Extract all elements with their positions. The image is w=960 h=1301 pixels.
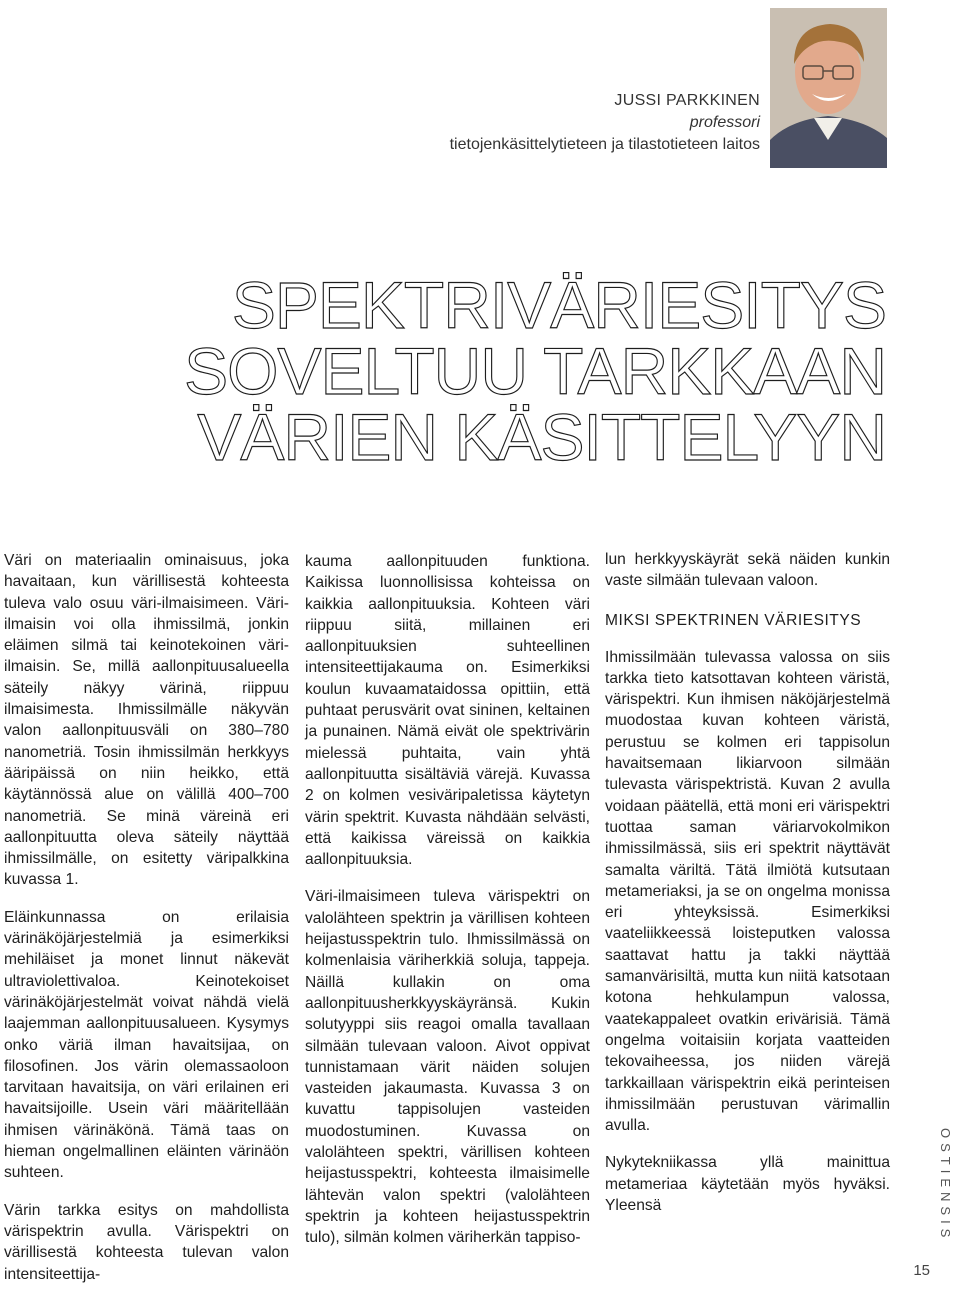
- paragraph: Ihmissilmään tulevassa valossa on siis tarkka tieto katsottavan kohteen väristä, värispektri. Kun ihmisen näköjärjestelmä muodostaa kuvan kohteen väristä, perustuu se kolmen eri tappisolun havaitsemaan likiarvoon silmään tulevasta värispektristä. Kuvan 2 avulla voidaan päätellä, että moni eri värispektri tuottaa saman väriarvokolmikon ihmissilmässä, siis eri spektrit näyttävät samalta väriltä. Tätä ilmiötä kutsutaan metameriaksi, ja se on ongelma monissa eri yhteyksissä. Esimerkiksi vaateliikkeessä loisteputken valossa saattavat hattu ja takki näyttää samanvärisiltä, mutta kun niitä katsotaan kotona hehkulampun valossa, vaatekappaleet ovatkin erivärisiä. Tämä ongelma voitaisiin korjata vaatteiden tekovaiheessa, jos niiden värejä tarkkaillaan värispektrin eikä perinteisen ihmissilmään perustuvan värimallin avulla.: [605, 648, 890, 1135]
- paragraph: Väri on materiaalin ominaisuus, joka havaitaan, kun värillisestä kohteesta tuleva valo osuu väri-ilmaisimeen. Väri-ilmaisin voi olla ihmissilmä, jonkin eläimen silmä tai keinotekoinen väri-ilmaisin. Se, millä aallonpituusalueella säteily näkyy värinä, riippuu ilmaisimesta. Ihmissilmälle näkyvän valon aallonpituusväli on 380–780 nanometriä. Tosin ihmissilmän herkkyys ääripäissä on niin heikko, että käytännössä alue on välillä 400–700 nanometriä. Se minä väreinä eri aallonpituutta oleva säteily näyttää ihmissilmälle, on esitetty väripalkkina kuvassa 1.: [4, 552, 289, 889]
- headline-line-2: SOVELTUU TARKKAAN: [184, 334, 886, 408]
- author-block: [450, 90, 760, 156]
- author-title: professori: [689, 114, 760, 131]
- headline-line-1: SPEKTRIVÄRIESITYS: [231, 268, 886, 342]
- paragraph: Värin tarkka esitys on mahdollista värispektrin avulla. Värispektri on värillisestä kohteesta tulevan valon intensiteettija-: [4, 1201, 289, 1283]
- author-portrait: [770, 8, 887, 168]
- publication-name: OSTIENSIS: [938, 1128, 953, 1243]
- paragraph: Väri-ilmaisimeen tuleva värispektri on valolähteen spektrin ja värillisen kohteen heijastusspektrin tulo. Ihmissilmässä on kolmenlaisia väriherkkiä soluja, tappeja. Näillä kullakin on oma aallonpituusherkkyyskäyränsä. Kukin solutyyppi siis reagoi omalla tavallaan silmään tulevaan valoon. Aivot oppivat tunnistamaan värit näiden solujen vasteiden jakaumasta. Kuvassa 3 on kuvattu tappisolujen vasteiden muodostuminen. Kuvassa on valolähteen spektri, värillisen kohteen heijastusspektri, kohteesta ilmaisimelle lähtevän valon spektri (valolähteen spektrin ja kohteen heijastusspektrin tulo), silmän kolmen väriherkän tappiso-: [305, 888, 590, 1247]
- paragraph: kauma aallonpituuden funktiona. Kaikissa luonnollisissa kohteissa on kaikkia aallonpituuksia. Kohteen väri riippuu siitä, millainen eri aallonpituuksien suhteellinen intensiteettijakauma on. Esimerkiksi koulun kuvaamataidossa opittiin, että puhtaat perusvärit ovat sininen, keltainen ja punainen. Nämä eivät ole spektrivärin mielessä puhtaita, vain yhtä aallonpituutta sisältäviä värejä. Kuvassa 2 on kolmen vesiväripaletissa käytetyn värin spektrit. Kuvasta nähdään selvästi, että kaikissa väreissä on kaikkia aallonpituuksia.: [305, 553, 590, 869]
- section-heading: MIKSI SPEKTRINEN VÄRIESITYS: [605, 611, 862, 629]
- author-department: tietojenkäsittelytieteen ja tilastotieteen laitos: [449, 136, 760, 153]
- text-column-1: [4, 550, 289, 1301]
- paragraph: Eläinkunnassa on erilaisia värinäköjärjestelmiä ja esimerkiksi mehiläiset ja monet linnut näkevät ultraviolettivaloa. Keinotekoiset värinäköjärjestelmät voivat nähdä vielä laajemman aallonpituusalueen. Kysymys onko väriä ilman havaitsijaa, on filosofinen. Jos värin olemassaoloon tarvitaan havaitsija, on väri erilainen eri havaitsijoille. Usein väri määritellään ihmisen värinäkönä. Tämä taas on hieman ongelmallinen eläinten värinäön suhteen.: [4, 908, 289, 1182]
- paragraph: Nykytekniikassa yllä mainittua metameriaa käytetään myös hyväksi. Yleensä: [605, 1154, 890, 1215]
- headline-line-3: VÄRIEN KÄSITTELYYN: [197, 400, 886, 474]
- text-column-3: [605, 549, 890, 1232]
- author-name: JUSSI PARKKINEN: [614, 92, 760, 109]
- page-number: 15: [913, 1262, 930, 1279]
- text-column-2: [305, 551, 590, 1265]
- paragraph: lun herkkyyskäyrät sekä näiden kunkin vaste silmään tulevaan valoon.: [605, 551, 890, 590]
- article-headline: [184, 268, 886, 474]
- portrait-image: [770, 8, 887, 168]
